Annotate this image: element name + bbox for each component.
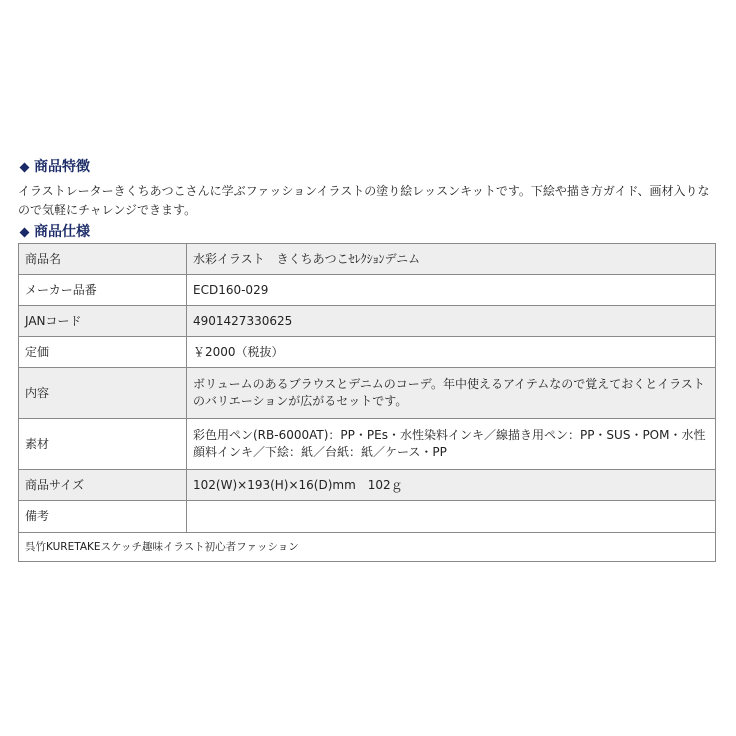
- spec-label: JANコード: [19, 306, 187, 337]
- spec-label: メーカー品番: [19, 275, 187, 306]
- specs-heading-text: 商品仕様: [34, 224, 90, 240]
- spec-label: 商品名: [19, 244, 187, 275]
- spec-row-notes: [19, 501, 716, 533]
- spec-table: [18, 243, 716, 562]
- product-info: [18, 150, 716, 562]
- spec-label: 内容: [19, 368, 187, 419]
- specs-heading: [18, 222, 716, 242]
- features-description: イラストレーターきくちあつこさんに学ぶファッションイラストの塗り絵レッスンキットです。下絵や描き方ガイド、画材入りなので気軽にチャレンジできます。: [18, 184, 710, 217]
- features-heading: [18, 157, 716, 177]
- spec-value: 102(W)×193(H)×16(D)mm 102ｇ: [187, 470, 716, 501]
- spec-label: 商品サイズ: [19, 470, 187, 501]
- spec-row-price: [19, 337, 716, 368]
- spec-value: ボリュームのあるブラウスとデニムのコーデ。年中使えるアイテムなので覚えておくとイラストのバリエーションが広がるセットです。: [187, 368, 716, 419]
- spec-row-contents: [19, 368, 716, 419]
- spec-value: ECD160-029: [187, 275, 716, 306]
- spec-value: 4901427330625: [187, 306, 716, 337]
- spec-label: 備考: [19, 501, 187, 533]
- spec-value: 彩色用ペン(RB-6000AT)：PP・PEs・水性染料インキ／線描き用ペン：PP・SUS・POM・水性顔料インキ／下絵：紙／台紙：紙／ケース・PP: [187, 419, 716, 470]
- spec-value: ￥2000（税抜）: [187, 337, 716, 368]
- spec-row-keywords: [19, 533, 716, 562]
- spec-row-jan-code: [19, 306, 716, 337]
- features-heading-text: 商品特徴: [34, 159, 90, 175]
- spec-row-model-number: [19, 275, 716, 306]
- keywords-text: 呉竹KURETAKEスケッチ趣味イラスト初心者ファッション: [19, 533, 716, 562]
- diamond-bullet-icon: [20, 227, 30, 237]
- spec-value: 水彩イラスト きくちあつこｾﾚｸｼｮﾝデニム: [187, 244, 716, 275]
- spec-label: 定価: [19, 337, 187, 368]
- spec-row-materials: [19, 419, 716, 470]
- spec-row-product-name: [19, 244, 716, 275]
- diamond-bullet-icon: [20, 162, 30, 172]
- spec-row-size: [19, 470, 716, 501]
- spec-label: 素材: [19, 419, 187, 470]
- spec-value: [187, 501, 716, 533]
